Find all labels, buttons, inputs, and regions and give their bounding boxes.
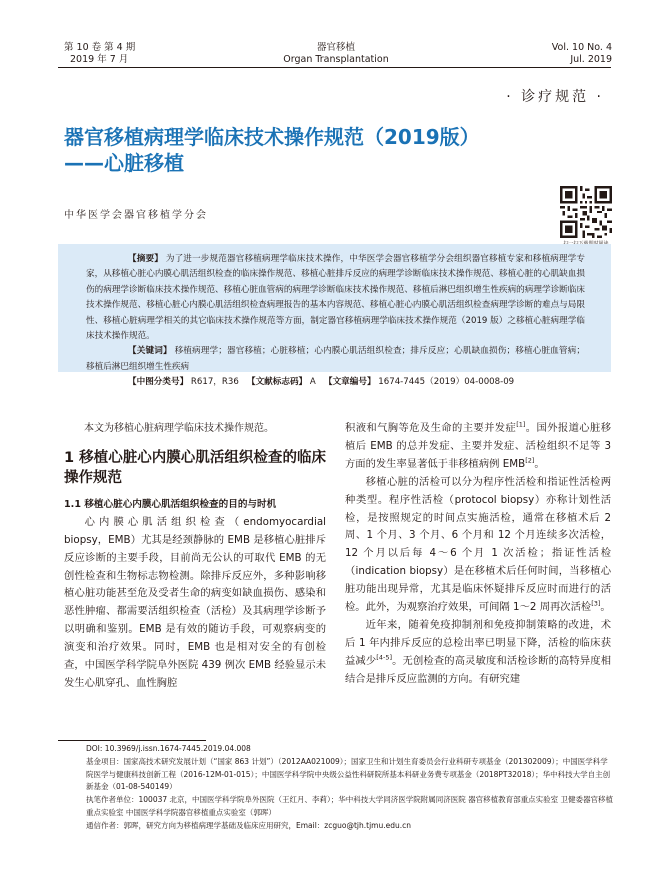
right-para-3b-text: 。无创检查的高灵敏度和活检诊断的高特异度相结合是排斥反应监测的方向。有研究建 xyxy=(345,654,612,685)
right-para-3-text: 近年来，随着免疫抑制剂和免疫抑制策略的改进，术后 1 年内排斥反应的总检出率已明显下降，活检的临床获益减少 xyxy=(345,618,611,667)
article-title xyxy=(64,124,534,176)
date-en: Jul. 2019 xyxy=(570,54,612,65)
header-rule xyxy=(58,67,611,68)
clc-value: R617，R36 xyxy=(190,377,239,388)
doi: DOI: 10.3969/j.issn.1674-7445.2019.04.008 xyxy=(86,744,251,753)
author-organization: 中华医学会器官移植学分会 xyxy=(64,210,208,221)
qr-code xyxy=(560,186,612,238)
clc-label: 【中图分类号】 xyxy=(128,377,189,388)
citation-3: [3] xyxy=(591,599,601,608)
subsection-heading-1-1: 1.1 移植心脏心内膜心肌活组织检查的目的与时机 xyxy=(64,498,277,510)
citation-1: [1] xyxy=(516,420,526,429)
keywords-paragraph xyxy=(86,344,585,375)
keywords-label: 【关键词】 xyxy=(128,346,172,357)
left-body-paragraph: 心内膜心肌活组织检查（endomyocardial biopsy，EMB）尤其是经颈静脉的 EMB 是移植心脏排斥反应诊断的主要手段，目前尚无公认的可取代 EMB 的无创性检查和生物标志物检测。除排斥反应外，多种影响移植心脏功能甚至危及受者生命的病变如缺血损伤、感染和恶性肿瘤、都需要活组织检查（活检）及其病理学诊断予以明确和鉴别。EMB 是有效的随访手段，可观察病变的演变和治疗效果。同时，EMB 也是相对安全的有创检查，中国医学科学院阜外医院 439 例次 EMB 经验显示未发生心肌穿孔、血性胸腔 xyxy=(64,515,326,689)
journal-volume-issue xyxy=(64,42,135,66)
journal-name-en: Organ Transplantation xyxy=(283,54,389,65)
abstract-label: 【摘要】 xyxy=(128,254,163,264)
volume-issue-en: Vol. 10 No. 4 xyxy=(551,42,612,53)
section-tag: · 诊疗规范 · xyxy=(506,89,604,105)
article-no-label: 【文章编号】 xyxy=(323,377,376,388)
journal-name xyxy=(280,42,392,66)
abstract-box xyxy=(58,244,611,388)
abstract-paragraph xyxy=(86,252,585,344)
right-paragraph-3 xyxy=(345,617,611,689)
classification-paragraph xyxy=(86,375,585,390)
right-para-1b-text: 。国外报道心脏移植后 EMB 的总并发症、主要并发症、活检组织不足等 3 方面的发生率显著低于非移植病例 EMB xyxy=(345,422,611,470)
citation-4-5: [4-5] xyxy=(376,653,392,662)
right-paragraph-2 xyxy=(345,474,611,617)
right-paragraph-1 xyxy=(345,420,611,474)
fund-note: 基金项目：国家高技术研究发展计划（“国家 863 计划”）（2012AA021009）；国家卫生和计划生育委员会行业科研专项基金（201302009）；中国医学科学院医学与健康科技创新工程（2016-12M-01-015）；中国医学科学院中央级公益性科研院所基本科研业务费专项基金（2018PT32018）；华中科技大学自主创新基金（01-08-540149） xyxy=(86,756,611,792)
affiliation-note: 执笔作者单位：100037 北京，中国医学科学院阜外医院（王红月、李莉）；华中科技大学同济医学院附属同济医院 器官移植教育部重点实验室 卫健委器官移植重点实验室 中国医学科学院器官移植重点实验室（郭晖） xyxy=(86,795,614,817)
footnotes xyxy=(86,743,614,833)
left-column xyxy=(64,420,326,693)
right-para-2b-text: 。 xyxy=(600,601,611,614)
corresponding-author-note: 通信作者：郭晖，研究方向为移植病理学基础及临床应用研究，Email：zcguo@tjh.tjmu.edu.cn xyxy=(86,820,411,830)
right-para-2-text: 移植心脏的活检可以分为程序性活检和指证性活检两种类型。程序性活检（protocol biopsy）亦称计划性活检，是按照规定的时间点实施活检，通常在移植术后 2 周、1 个月、3 个月、6 个月和 12 个月连续多次活检，12 个月以后每 4～6 个月 1 次活检；指证性活检（indication biopsy）是在移植术后任何时间，当移植心脏功能出现异常，尤其是临床怀疑排斥反应时而进行的活检。此外，为观察治疗效果，可间隔 1～2 周再次活检 xyxy=(345,475,611,614)
footnote-rule xyxy=(58,740,206,741)
date-cn: 2019 年 7 月 xyxy=(70,54,129,65)
intro-sentence: 本文为移植心脏病理学临床技术操作规范。 xyxy=(84,423,274,434)
keywords-text: 移植病理学；器官移植；心脏移植；心内膜心肌活组织检查；排斥反应；心肌缺血损伤；移植心脏血管病；移植后淋巴组织增生性疾病 xyxy=(86,346,585,372)
citation-2: [2] xyxy=(525,456,535,465)
journal-volume-en xyxy=(552,42,612,66)
doc-code-label: 【文献标志码】 xyxy=(246,377,308,388)
doc-code-value: A xyxy=(309,377,316,388)
article-no-value: 1674-7445（2019）04-0008-09 xyxy=(378,377,515,388)
right-para-1c-text: 。 xyxy=(534,457,545,470)
volume-issue-cn: 第 10 卷 第 4 期 xyxy=(64,42,136,53)
journal-name-cn: 器官移植 xyxy=(316,42,355,53)
right-column xyxy=(345,420,611,689)
section-heading-1: 1 移植心脏心内膜心肌活组织检查的临床操作规范 xyxy=(64,449,326,486)
title-line-1: 器官移植病理学临床技术操作规范（2019版） xyxy=(64,125,480,149)
abstract-text: 为了进一步规范器官移植病理学临床技术操作，中华医学会器官移植学分会组织器官移植专家和移植病理学专家，从移植心脏心内膜心肌活组织检查的临床操作规范、移植心脏排斥反应的病理学诊断临床技术操作规范、移植心脏的心肌缺血损伤的病理学诊断临床技术操作规范、移植心脏血管病的病理学诊断临床技术操作规范、移植后淋巴组织增生性疾病的病理学诊断临床技术操作规范、移植心脏心内膜心肌活组织检查病理报告的基本内容规范、移植心脏心内膜心肌活组织检查病理学诊断的难点与局限性、移植心脏病理学相关的其它临床技术操作规范等方面，制定器官移植病理学临床技术操作规范（2019 版）之移植心脏病理学临床技术操作规范。 xyxy=(86,254,585,342)
right-para-1-text: 积液和气胸等危及生命的主要并发症 xyxy=(345,422,517,434)
title-line-2: ——心脏移植 xyxy=(64,151,184,175)
